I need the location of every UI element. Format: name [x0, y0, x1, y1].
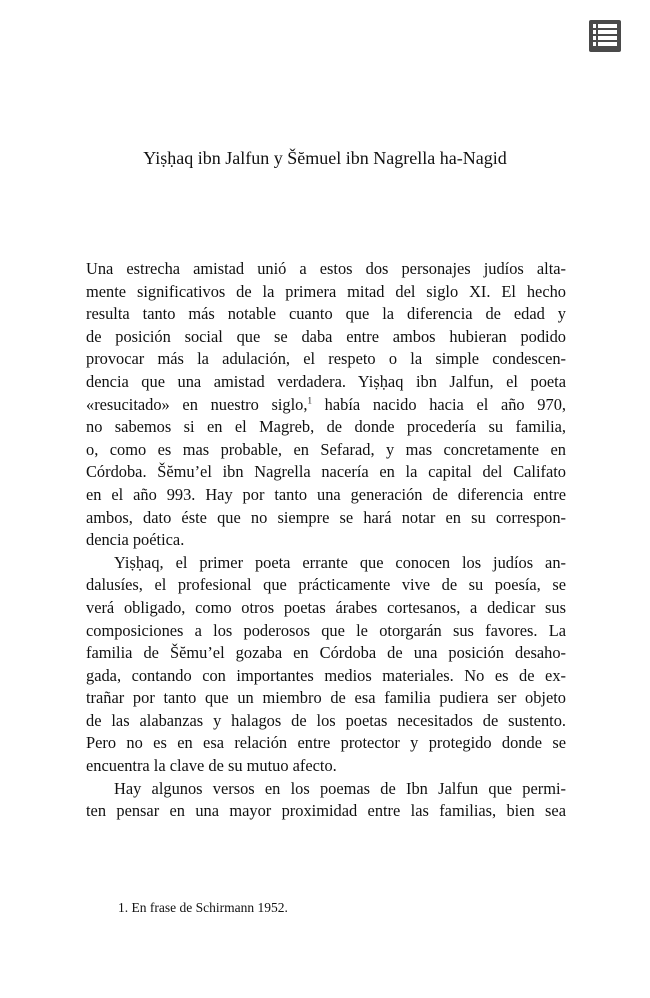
text-line: en el año 993. Hay por tanto una generación de diferencia entre: [86, 484, 566, 504]
menu-line: [593, 36, 617, 40]
text-line: Pero no es en esa relación entre protector y protegido donde se: [86, 733, 566, 753]
list-menu-icon[interactable]: [589, 20, 621, 52]
menu-line: [593, 42, 617, 46]
text-line: ambos, dato éste que no siempre se hará notar en su correspon-: [86, 507, 566, 527]
text-line: dalusíes, el profesional que prácticamente vive de su poesía, se: [86, 575, 566, 595]
text-line: [86, 394, 566, 417]
page-title: Yiṣḥaq ibn Jalfun y Šĕmuel ibn Nagrella ha-Nagid: [143, 148, 507, 168]
footnote: 1. En frase de Schirmann 1952.: [118, 900, 288, 915]
text-line: gada, contando con importantes medios materiales. No es de ex-: [86, 665, 566, 685]
text-line: resulta tanto más notable cuanto que la diferencia de edad y: [86, 304, 566, 324]
menu-line: [593, 30, 617, 34]
body-text: [86, 258, 566, 823]
text-fragment: «resucitado» en nuestro siglo,: [86, 394, 308, 414]
text-line: de las alabanzas y halagos de los poetas necesitados de sustento.: [86, 710, 566, 730]
text-line: no sabemos si en el Magreb, de donde procedería su familia,: [86, 417, 566, 437]
text-line: dencia poética.: [86, 530, 185, 550]
text-line: de posición social que se daba entre ambos hubieran podido: [86, 326, 566, 346]
text-line: encuentra la clave de su mutuo afecto.: [86, 756, 337, 776]
text-line: composiciones a los poderosos que le otorgarán sus favores. La: [86, 620, 566, 640]
text-line: verá obligado, como otros poetas árabes cortesanos, a dedicar sus: [86, 597, 566, 617]
text-line: Yiṣḥaq, el primer poeta errante que conocen los judíos an-: [114, 552, 566, 572]
text-line: o, como es mas probable, en Sefarad, y mas concretamente en: [86, 439, 566, 459]
footnote-ref[interactable]: 1: [307, 395, 312, 406]
text-line: dencia que una amistad verdadera. Yiṣḥaq ibn Jalfun, el poeta: [86, 371, 566, 391]
text-line: mente significativos de la primera mitad del siglo XI. El hecho: [86, 281, 566, 301]
text-line: Córdoba. Šĕmu’el ibn Nagrella nacería en la capital del Califato: [86, 462, 566, 482]
text-fragment: había nacido hacia el año 970,: [311, 394, 566, 414]
text-line: ten pensar en una mayor proximidad entre las familias, bien sea: [86, 801, 566, 821]
text-line: Hay algunos versos en los poemas de Ibn Jalfun que permi-: [114, 778, 566, 798]
text-line: trañar por tanto que un miembro de esa familia pudiera ser objeto: [86, 688, 566, 708]
text-line: Una estrecha amistad unió a estos dos personajes judíos alta-: [86, 259, 566, 278]
text-line: provocar más la adulación, el respeto o la simple condescen-: [86, 349, 566, 369]
text-line: familia de Šĕmu’el gozaba en Córdoba de una posición desaho-: [86, 643, 566, 663]
menu-line: [593, 24, 617, 28]
